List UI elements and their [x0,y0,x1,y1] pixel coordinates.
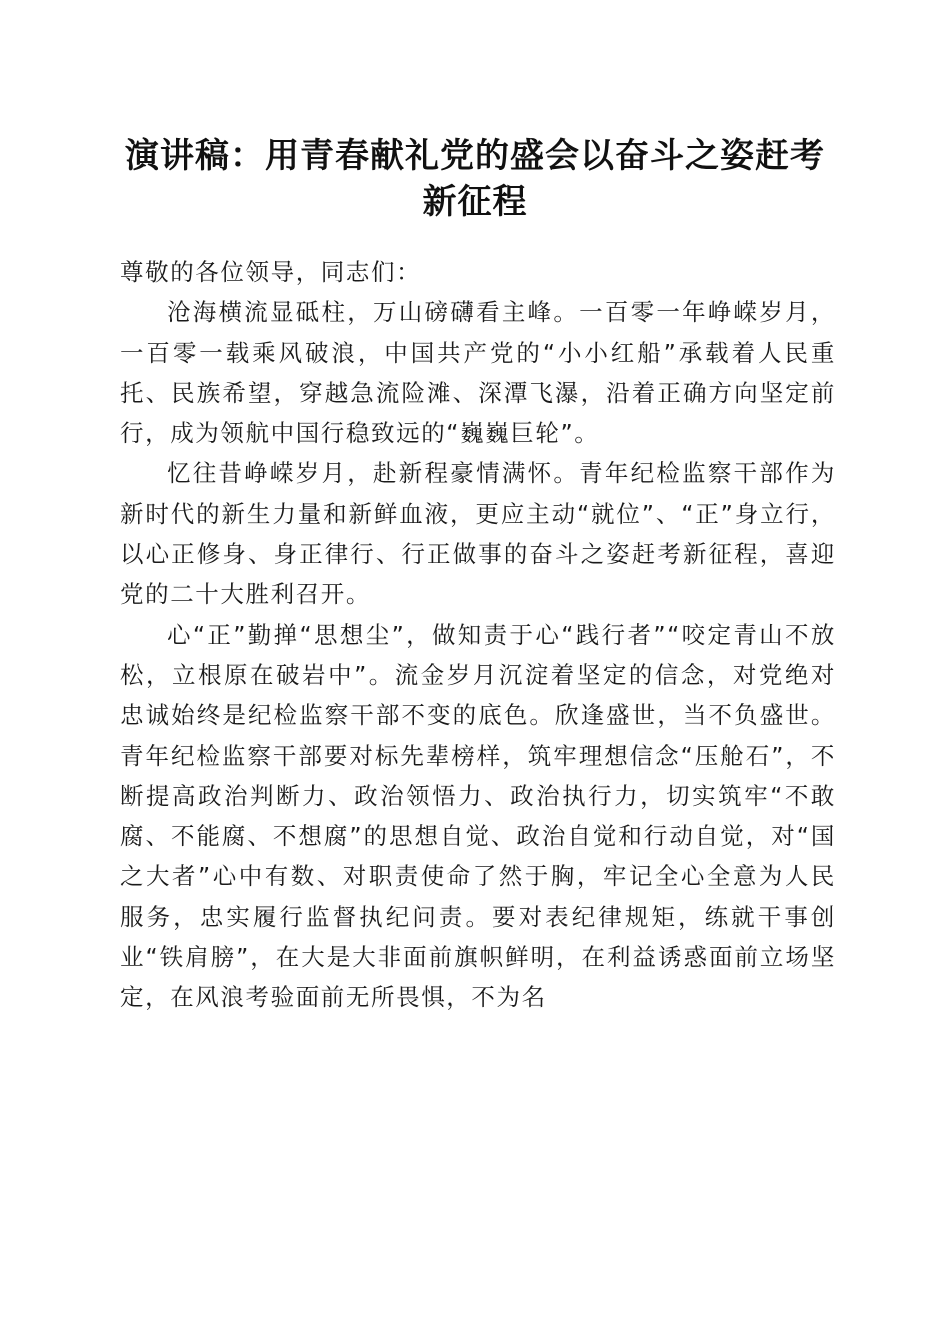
document-title: 演讲稿：用青春献礼党的盛会以奋斗之姿赶考新征程 [125,136,825,222]
paragraph-2: 忆往昔峥嵘岁月，赴新程豪情满怀。青年纪检监察干部作为新时代的新生力量和新鲜血液，更应主动“就位”、“正”身立行，以心正修身、身正律行、行正做事的奋斗之姿赶考新征程，喜迎党的二十大胜利召开。 [120,459,836,609]
paragraph-1: 沧海横流显砥柱，万山磅礴看主峰。一百零一年峥嵘岁月，一百零一载乘风破浪，中国共产党的“小小红船”承载着人民重托、民族希望，穿越急流险滩、深潭飞瀑，沿着正确方向坚定前行，成为领航中国行稳致远的“巍巍巨轮”。 [120,298,836,448]
document-body [120,252,836,1018]
paragraph-3: 心“正”勤掸“思想尘”，做知责于心“践行者”“咬定青山不放松，立根原在破岩中”。流金岁月沉淀着坚定的信念，对党绝对忠诚始终是纪检监察干部不变的底色。欣逢盛世，当不负盛世。青年纪检监察干部要对标先辈榜样，筑牢理想信念“压舱石”，不断提高政治判断力、政治领悟力、政治执行力，切实筑牢“不敢腐、不能腐、不想腐”的思想自觉、政治自觉和行动自觉，对“国之大者”心中有数、对职责使命了然于胸，牢记全心全意为人民服务，忠实履行监督执纪问责。要对表纪律规矩，练就干事创业“铁肩膀”，在大是大非面前旗帜鲜明，在利益诱惑面前立场坚定，在风浪考验面前无所畏惧，不为名 [120,620,836,1012]
salutation: 尊敬的各位领导，同志们： [120,258,422,286]
